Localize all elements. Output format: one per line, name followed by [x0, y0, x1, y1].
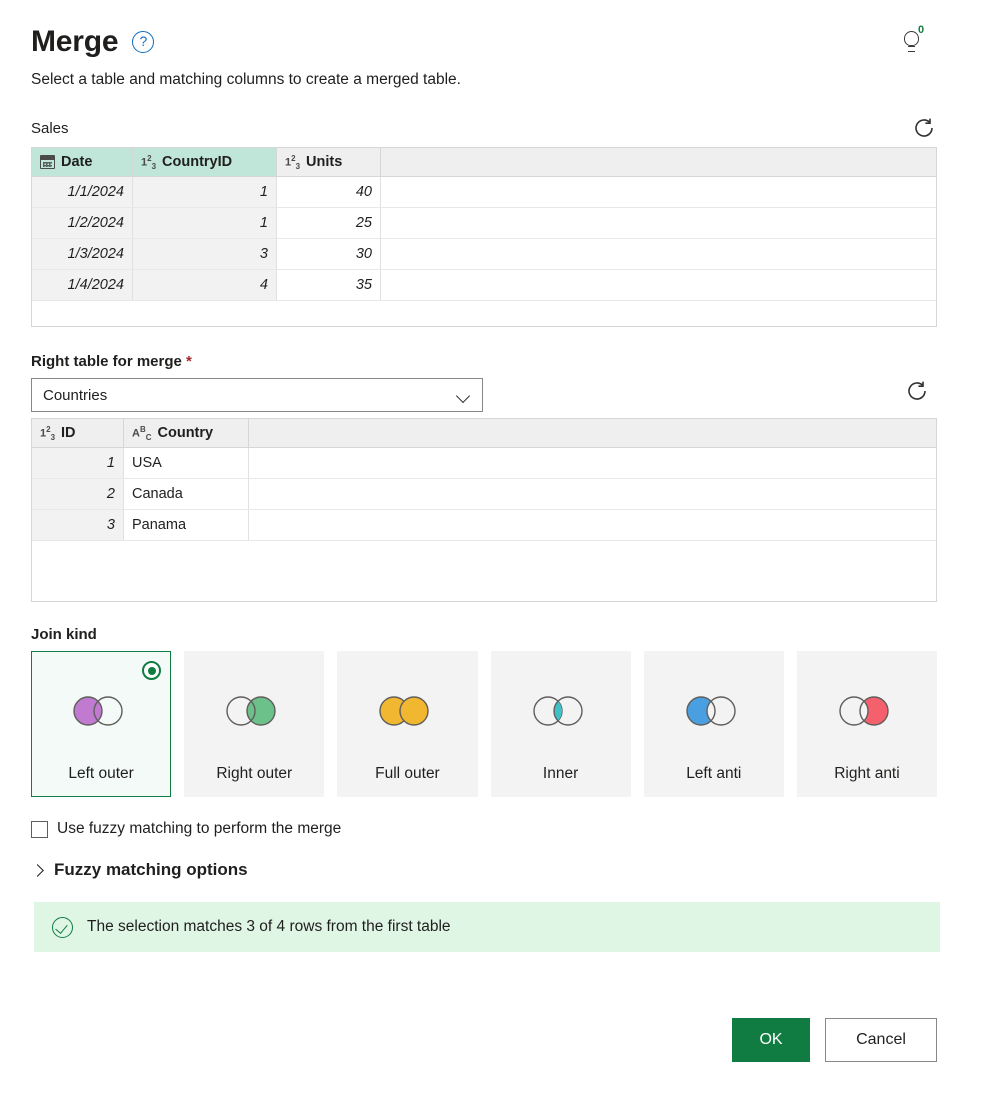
join-option-left-outer[interactable] — [31, 651, 171, 797]
column-header-label: CountryID — [162, 154, 233, 170]
venn-inner-icon — [532, 696, 590, 726]
column-header-label: ID — [61, 425, 76, 441]
venn-right-outer-icon — [225, 696, 283, 726]
right-table-selector-row — [31, 370, 937, 412]
join-kind-options — [31, 651, 937, 797]
cell-units: 35 — [277, 270, 381, 300]
cell-countryid: 1 — [133, 208, 277, 238]
table-row — [32, 239, 936, 270]
fuzzy-matching-row — [31, 820, 937, 838]
table-row — [32, 270, 936, 301]
column-header-label: Country — [157, 425, 214, 441]
venn-right-anti-icon — [838, 696, 896, 726]
table-empty-space — [32, 541, 936, 601]
right-table-head — [32, 419, 936, 448]
column-header-filler — [381, 148, 936, 176]
ok-button[interactable]: OK — [732, 1018, 810, 1062]
join-option-full-outer[interactable] — [337, 651, 477, 797]
join-option-label: Left outer — [68, 765, 134, 782]
dialog-header — [31, 24, 937, 60]
venn-left-anti-icon — [685, 696, 743, 726]
left-table-preview — [31, 147, 937, 327]
join-option-label: Inner — [542, 765, 579, 782]
fuzzy-matching-options-label: Fuzzy matching options — [54, 860, 248, 879]
cell-id: 1 — [32, 448, 124, 478]
dialog-subtitle: Select a table and matching columns to create a merged table. — [31, 71, 461, 88]
left-table-header — [31, 115, 937, 141]
cancel-button[interactable]: Cancel — [825, 1018, 937, 1062]
venn-left-outer-icon — [72, 696, 130, 726]
hint-count-badge: 0 — [918, 24, 925, 36]
table-row — [32, 208, 936, 239]
cell-date: 1/4/2024 — [32, 270, 133, 300]
dialog-footer — [732, 1018, 937, 1062]
join-option-label: Right anti — [834, 765, 900, 782]
table-row — [32, 479, 936, 510]
left-table-head — [32, 148, 936, 177]
column-header-date[interactable] — [32, 148, 133, 176]
join-option-label: Right outer — [216, 765, 293, 782]
status-banner — [34, 902, 940, 952]
join-option-inner[interactable] — [491, 651, 631, 797]
join-option-label: Full outer — [375, 765, 440, 782]
table-row — [32, 177, 936, 208]
cell-id: 3 — [32, 510, 124, 540]
number-type-icon: $1^2_3$ — [285, 153, 301, 171]
cell-date: 1/2/2024 — [32, 208, 133, 238]
calendar-icon — [40, 155, 55, 169]
cell-date: 1/3/2024 — [32, 239, 133, 269]
column-header-id[interactable] — [32, 419, 124, 447]
cell-filler — [381, 239, 936, 269]
cell-filler — [381, 208, 936, 238]
help-icon[interactable]: ? — [132, 31, 154, 53]
column-header-country[interactable] — [124, 419, 249, 447]
cell-country: Panama — [124, 510, 249, 540]
cell-units: 25 — [277, 208, 381, 238]
cell-filler — [249, 479, 936, 509]
cell-country: USA — [124, 448, 249, 478]
right-table-label-text: Right table for merge — [31, 353, 182, 370]
refresh-icon-left[interactable] — [911, 115, 937, 141]
page-title: Merge — [31, 25, 119, 58]
check-circle-icon — [52, 917, 73, 938]
required-indicator: * — [186, 353, 192, 370]
right-table-dropdown[interactable] — [31, 378, 483, 412]
column-header-countryid[interactable] — [133, 148, 277, 176]
number-type-icon: $1^2_3$ — [40, 424, 56, 442]
cell-date: 1/1/2024 — [32, 177, 133, 207]
number-type-icon: $1^2_3$ — [141, 153, 157, 171]
venn-full-outer-icon — [378, 696, 436, 726]
right-table-preview — [31, 418, 937, 602]
cell-id: 2 — [32, 479, 124, 509]
right-table-selected-value: Countries — [43, 386, 108, 404]
table-empty-space — [32, 301, 936, 326]
right-table-label — [31, 353, 937, 370]
fuzzy-matching-options-expander[interactable] — [31, 860, 937, 880]
table-row — [32, 510, 936, 541]
radio-selected-icon — [142, 661, 161, 680]
refresh-icon-right[interactable] — [904, 378, 930, 404]
column-header-filler — [249, 419, 936, 447]
cell-countryid: 3 — [133, 239, 277, 269]
join-option-left-anti[interactable] — [644, 651, 784, 797]
cell-units: 40 — [277, 177, 381, 207]
join-option-right-outer[interactable] — [184, 651, 324, 797]
column-header-units[interactable] — [277, 148, 381, 176]
cell-filler — [381, 177, 936, 207]
cell-filler — [249, 448, 936, 478]
column-header-label: Date — [61, 154, 93, 170]
chevron-down-icon — [457, 391, 471, 400]
column-header-label: Units — [306, 154, 343, 170]
cell-countryid: 1 — [133, 177, 277, 207]
join-option-right-anti[interactable] — [797, 651, 937, 797]
text-type-icon: $A^B_C$ — [132, 424, 152, 442]
cell-countryid: 4 — [133, 270, 277, 300]
cell-units: 30 — [277, 239, 381, 269]
cell-filler — [249, 510, 936, 540]
cell-country: Canada — [124, 479, 249, 509]
hints-indicator[interactable] — [903, 24, 937, 58]
join-kind-label: Join kind — [31, 626, 97, 643]
status-message: The selection matches 3 of 4 rows from the first table — [87, 918, 451, 935]
fuzzy-matching-checkbox[interactable] — [31, 821, 48, 838]
join-option-label: Left anti — [686, 765, 742, 782]
left-table-label: Sales — [31, 119, 69, 137]
fuzzy-matching-label: Use fuzzy matching to perform the merge — [57, 820, 342, 837]
chevron-right-icon — [31, 864, 44, 877]
cell-filler — [381, 270, 936, 300]
table-row — [32, 448, 936, 479]
